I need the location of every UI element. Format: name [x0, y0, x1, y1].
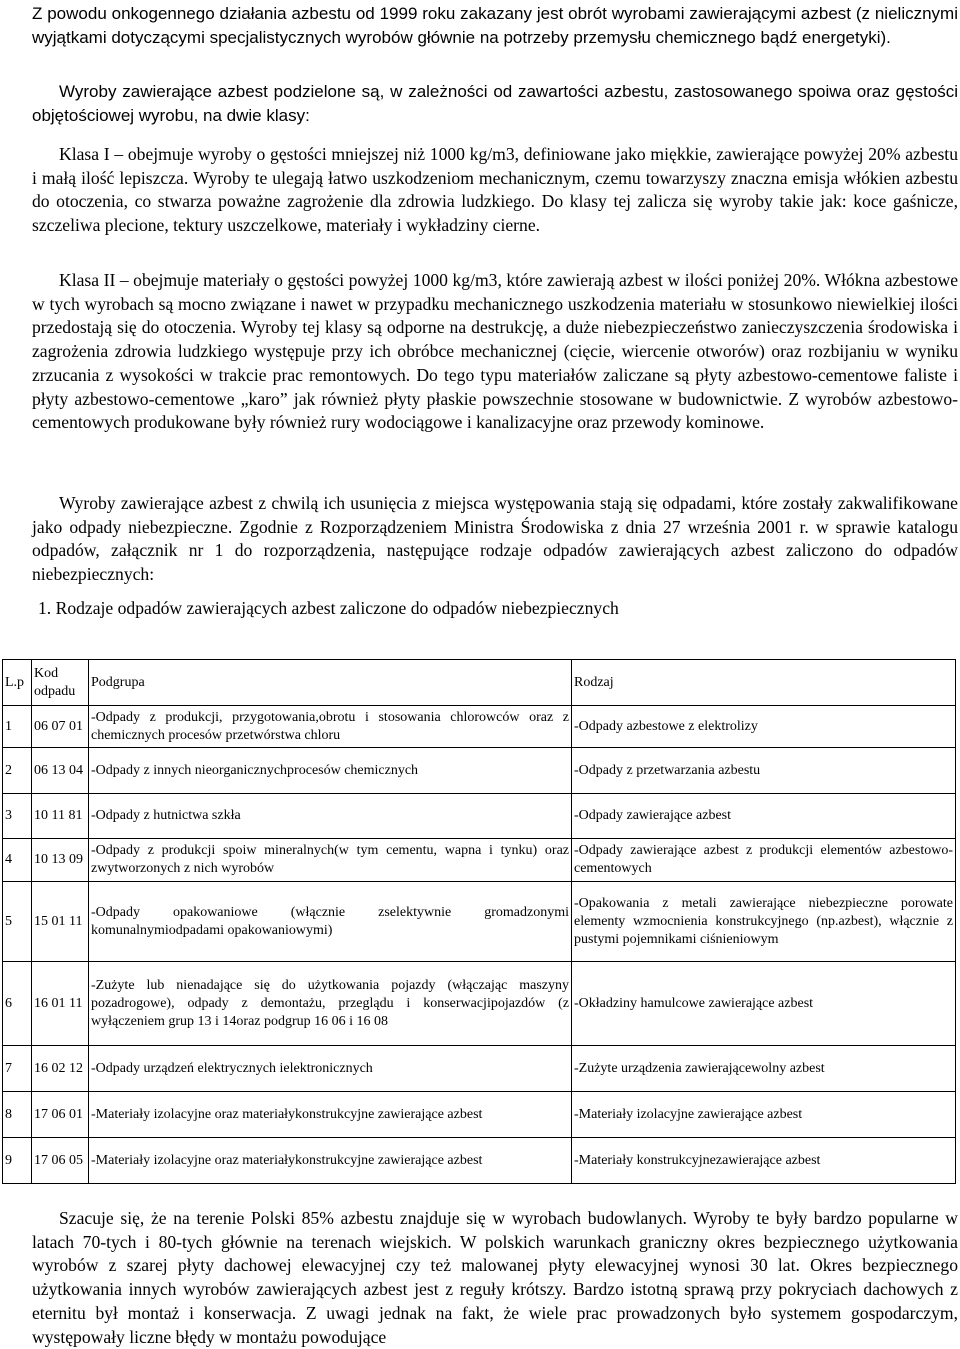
- waste-type: -Odpady azbestowe z elektrolizy: [572, 706, 956, 748]
- intro-paragraph: Z powodu onkogennego działania azbestu od 1999 roku zakazany jest obrót wyrobami zawierającymi azbest (z nielicznymi wyjątkami dotyczącymi specjalistycznych wyrobów głównie na potrzeby przemysłu chemicznego bądź energetyki).: [32, 4, 958, 47]
- waste-type: -Odpady z przetwarzania azbestu: [572, 748, 956, 794]
- row-number: 1: [3, 706, 32, 748]
- waste-subgroup: -Odpady z hutnictwa szkła: [89, 794, 572, 839]
- waste-type: -Odpady zawierające azbest: [572, 794, 956, 839]
- waste-code: 17 06 05: [32, 1138, 89, 1184]
- waste-code: 10 13 09: [32, 839, 89, 882]
- table-header-row: [3, 660, 956, 706]
- table-row: [3, 794, 956, 839]
- waste-subgroup: -Materiały izolacyjne oraz materiałykonstrukcyjne zawierające azbest: [89, 1138, 572, 1184]
- waste-subgroup: -Odpady z produkcji, przygotowania,obrotu i stosowania chlorowców oraz z chemicznych procesów przetwórstwa chloru: [89, 706, 572, 748]
- table-row: [3, 882, 956, 962]
- table-row: [3, 1092, 956, 1138]
- waste-subgroup: -Zużyte lub nienadające się do użytkowania pojazdy (włączając maszyny pozadrogowe), odpady z demontażu, przeglądu i konserwacjipojazdów (z wyłączeniem grup 13 i 14oraz podgrup 16 06 i 16 08: [89, 962, 572, 1046]
- classes-intro-paragraph: Wyroby zawierające azbest podzielone są, w zależności od zawartości azbestu, zastosowanego spoiwa oraz gęstości objętościowej wyrobu, na dwie klasy:: [32, 82, 958, 125]
- row-number: 9: [3, 1138, 32, 1184]
- col-header-lp: L.p: [3, 660, 32, 706]
- col-header-code: Kod odpadu: [32, 660, 89, 706]
- table-row: [3, 1046, 956, 1092]
- waste-code: 15 01 11: [32, 882, 89, 962]
- waste-type: -Opakowania z metali zawierające niebezpieczne porowate elementy wzmocnienia konstrukcyjnego (np.azbest), włącznie z pustymi pojemnikami ciśnieniowym: [572, 882, 956, 962]
- waste-subgroup: -Odpady opakowaniowe (włącznie zselektywnie gromadzonymi komunalnymiodpadami opakowaniowymi): [89, 882, 572, 962]
- row-number: 7: [3, 1046, 32, 1092]
- waste-code: 16 02 12: [32, 1046, 89, 1092]
- waste-type: -Zużyte urządzenia zawierającewolny azbest: [572, 1046, 956, 1092]
- class-two-paragraph: Klasa II – obejmuje materiały o gęstości powyżej 1000 kg/m3, które zawierają azbest w ilości poniżej 20%. Włókna azbestowe w tych wyrobach są mocno związane i nawet w przypadku mechanicznego uszkodzenia materiału w stosunkowo niewielkiej ilości przedostają się do otoczenia. Wyroby tej klasy są odporne na destrukcję, a duże niebezpieczeństwo zanieczyszczenia środowiska i zagrożenia zdrowia ludzkiego występuje przy ich obróbce mechanicznej (cięcie, wiercenie otworów) oraz rozbijaniu w wyniku zrzucania z wysokości w trakcie prac remontowych. Do tego typu materiałów zaliczane są płyty azbestowo-cementowe faliste i płyty azbestowo-cementowe „karo” jak również płyty płaskie powszechnie stosowane w budownictwie. Z wyrobów azbestowo-cementowych produkowane były również rury wodociągowe i kanalizacyjne oraz przewody kominowe.: [32, 270, 958, 433]
- table-row: [3, 706, 956, 748]
- table-row: [3, 1138, 956, 1184]
- waste-subgroup: -Materiały izolacyjne oraz materiałykonstrukcyjne zawierające azbest: [89, 1092, 572, 1138]
- waste-type: -Materiały izolacyjne zawierające azbest: [572, 1092, 956, 1138]
- waste-subgroup: -Odpady z innych nieorganicznychprocesów chemicznych: [89, 748, 572, 794]
- row-number: 2: [3, 748, 32, 794]
- waste-subgroup: -Odpady z produkcji spoiw mineralnych(w tym cementu, wapna i tynku) oraz zwytworzonych z nich wyrobów: [89, 839, 572, 882]
- row-number: 8: [3, 1092, 32, 1138]
- waste-type: -Okładziny hamulcowe zawierające azbest: [572, 962, 956, 1046]
- waste-code: 17 06 01: [32, 1092, 89, 1138]
- table-row: [3, 839, 956, 882]
- closing-paragraph: Szacuje się, że na terenie Polski 85% azbestu znajduje się w wyrobach budowlanych. Wyroby te były bardzo popularne w latach 70-tych i 80-tych głównie na terenach wiejskich. W polskich warunkach graniczny okres bezpiecznego użytkowania wyrobów z szarej płyty dachowej elewacyjnej czy też malowanej płyty elewacyjnej wynosi 30 lat. Okres bezpiecznego użytkowania innych wyrobów zawierających azbest jest z reguły krótszy. Bardzo istotną sprawą przy pokryciach dachowych z eternitu był montaż i konserwacja. Z uwagi jednak na fakt, że wiele prac prowadzonych było systemem gospodarczym, występowały liczne błędy w montażu powodujące: [32, 1208, 958, 1347]
- waste-table: [2, 659, 956, 1184]
- waste-type: -Materiały konstrukcyjnezawierające azbest: [572, 1138, 956, 1184]
- table-row: [3, 748, 956, 794]
- col-header-subgroup: Podgrupa: [89, 660, 572, 706]
- waste-type: -Odpady zawierające azbest z produkcji elementów azbestowo-cementowych: [572, 839, 956, 882]
- col-header-type: Rodzaj: [572, 660, 956, 706]
- waste-subgroup: -Odpady urządzeń elektrycznych ielektronicznych: [89, 1046, 572, 1092]
- waste-code: 10 11 81: [32, 794, 89, 839]
- waste-code: 06 07 01: [32, 706, 89, 748]
- class-one-paragraph: Klasa I – obejmuje wyroby o gęstości mniejszej niż 1000 kg/m3, definiowane jako miękkie, zawierające powyżej 20% azbestu i małą ilość lepiszcza. Wyroby te ulegają łatwo uszkodzeniom mechanicznym, czemu towarzyszy znaczna emisja włókien azbestu do otoczenia, co stwarza poważne zagrożenie dla zdrowia ludzkiego. Do klasy tej zalicza się wyroby takie jak: koce gaśnicze, szczeliwa plecione, tektury uszczelkowe, materiały i wykładziny cierne.: [32, 144, 958, 236]
- row-number: 5: [3, 882, 32, 962]
- table-row: [3, 962, 956, 1046]
- row-number: 4: [3, 839, 32, 882]
- table-caption: 1. Rodzaje odpadów zawierających azbest zaliczone do odpadów niebezpiecznych: [38, 598, 619, 618]
- waste-code: 06 13 04: [32, 748, 89, 794]
- row-number: 6: [3, 962, 32, 1046]
- row-number: 3: [3, 794, 32, 839]
- waste-code: 16 01 11: [32, 962, 89, 1046]
- waste-intro-paragraph: Wyroby zawierające azbest z chwilą ich usunięcia z miejsca występowania stają się odpadami, które zostały zakwalifikowane jako odpady niebezpieczne. Zgodnie z Rozporządzeniem Ministra Środowiska z dnia 27 września 2001 r. w sprawie katalogu odpadów, załącznik nr 1 do rozporządzenia, następujące rodzaje odpadów zawierających azbest zaliczono do odpadów niebezpiecznych:: [32, 493, 958, 585]
